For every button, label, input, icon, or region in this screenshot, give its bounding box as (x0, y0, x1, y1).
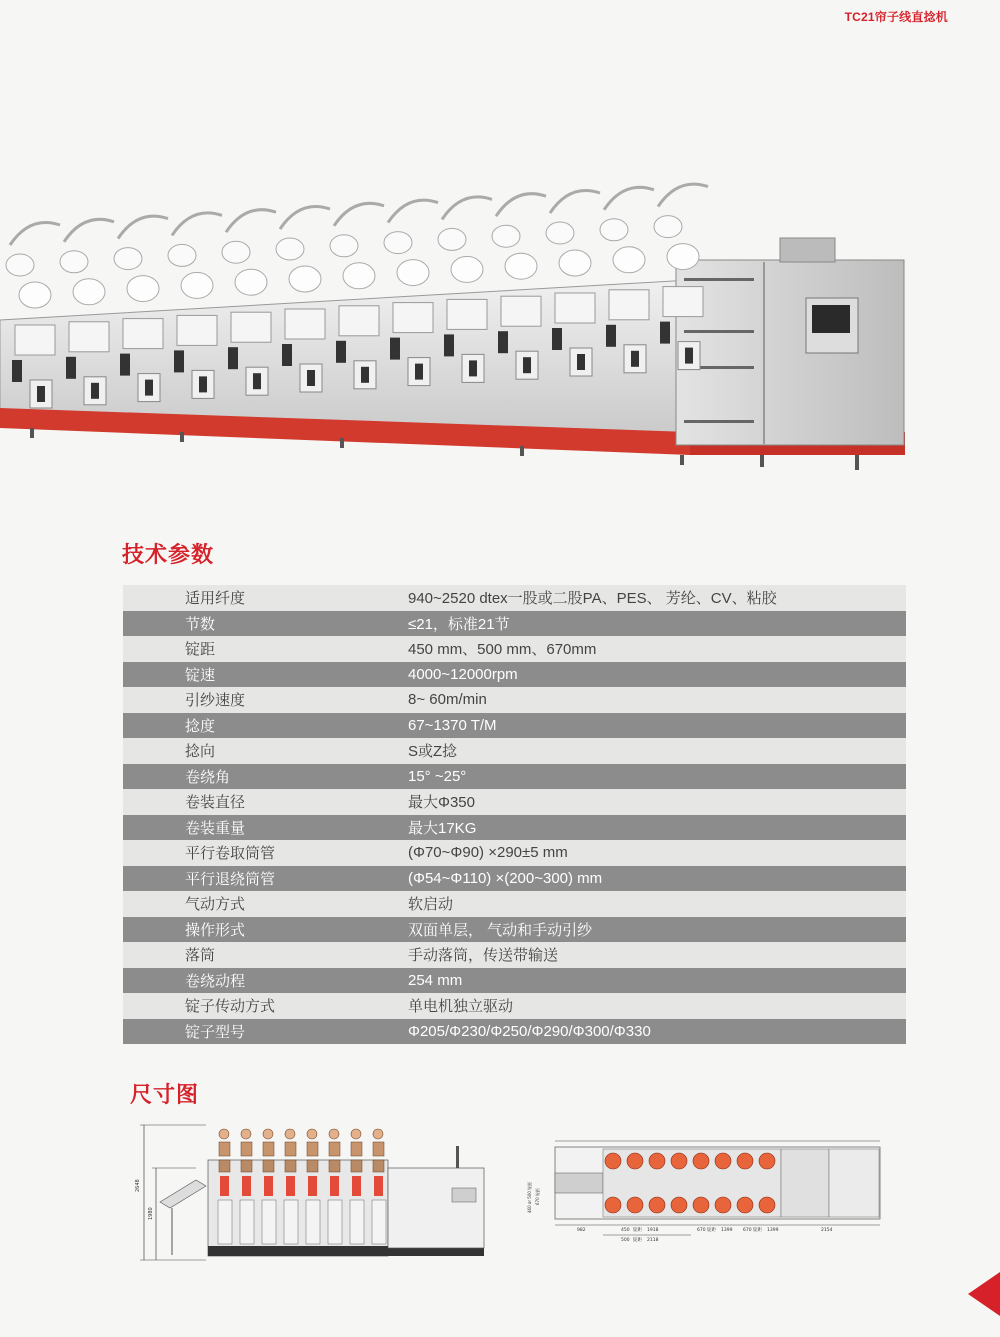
plan-spindle-dot (649, 1153, 665, 1169)
spec-value: 450 mm、500 mm、670mm (408, 641, 597, 659)
spec-value: 4000~12000rpm (408, 665, 518, 683)
dim-width-1399a: 1399 (721, 1228, 733, 1233)
spec-row (123, 662, 906, 688)
dim-width-1918: 1918 (647, 1228, 659, 1233)
dimension-section-title: 尺寸图 (130, 1083, 200, 1108)
dim-depth-2: 670 锭距 (535, 1188, 540, 1205)
spec-label: 锭距 (185, 640, 216, 659)
spec-label: 气动方式 (185, 895, 246, 914)
plan-spindle-dot (671, 1197, 687, 1213)
spec-label: 捻度 (185, 716, 216, 735)
dim-height-frame: 1980 (148, 1207, 154, 1220)
plan-spindle-dot (671, 1153, 687, 1169)
dim-depth-1: 460 or 500 锭距 (527, 1181, 532, 1213)
spec-row (123, 815, 906, 841)
plan-view-drawing (525, 1135, 885, 1245)
plan-spindle-dot (759, 1153, 775, 1169)
spec-value: 双面单层， 气动和手动引纱 (408, 921, 593, 939)
spec-label: 卷装重量 (185, 818, 246, 837)
spec-label: 卷绕动程 (185, 971, 246, 990)
spec-row (123, 840, 906, 866)
plan-spindle-dot (737, 1153, 753, 1169)
spec-row (123, 968, 906, 994)
spec-row (123, 993, 906, 1019)
spec-value: 单电机独立驱动 (408, 998, 514, 1016)
spec-label: 节数 (185, 614, 216, 633)
plan-spindle-dot (715, 1153, 731, 1169)
spec-table (123, 585, 906, 1044)
spec-row (123, 942, 906, 968)
spec-label: 平行退绕筒管 (185, 869, 276, 888)
plan-spindle-dot (693, 1153, 709, 1169)
dim-label-spacing-3: 锭距 (707, 1228, 716, 1233)
spec-label: 落筒 (185, 946, 216, 965)
spec-row (123, 713, 906, 739)
spec-row (123, 917, 906, 943)
dim-width-500: 500 (621, 1238, 630, 1243)
plan-spindle-dot (715, 1197, 731, 1213)
dim-width-670a: 670 (697, 1228, 706, 1233)
spec-value: 最大Φ350 (408, 794, 475, 812)
spec-label: 引纱速度 (185, 691, 246, 710)
spec-value: (Φ54~Φ110) ×(200~300) mm (408, 869, 603, 887)
spec-label: 平行卷取筒管 (185, 844, 276, 863)
machine-illustration (0, 170, 1000, 500)
plan-spindle-dot (737, 1197, 753, 1213)
spec-value: 940~2520 dtex一股或二股PA、PES、 芳纶、CV、粘胶 (408, 590, 777, 608)
plan-spindle-dot (649, 1197, 665, 1213)
dim-width-670b: 670 (743, 1228, 752, 1233)
spec-value: 15° ~25° (408, 767, 467, 785)
plan-spindle-dot (605, 1197, 621, 1213)
dim-label-spacing-2: 锭距 (633, 1238, 642, 1243)
spec-value: ≤21，标准21节 (408, 615, 510, 633)
spec-label: 操作形式 (185, 920, 246, 939)
spec-row (123, 687, 906, 713)
spec-value: 手动落筒，传送带输送 (408, 947, 559, 965)
spec-label: 锭子型号 (185, 1022, 246, 1041)
dim-height-overall: 2648 (135, 1179, 141, 1192)
prev-page-arrow-icon[interactable] (968, 1272, 1000, 1316)
spec-label: 锭子传动方式 (185, 997, 276, 1016)
spec-row (123, 891, 906, 917)
spec-value: (Φ70~Φ90) ×290±5 mm (408, 844, 568, 862)
spec-row (123, 789, 906, 815)
spec-label: 锭速 (185, 665, 216, 684)
plan-spindle-dot (759, 1197, 775, 1213)
side-elevation-drawing (136, 1120, 496, 1266)
spec-value: 最大17KG (408, 819, 477, 837)
dim-label-spacing-1: 锭距 (633, 1228, 642, 1233)
plan-spindle-dot (627, 1197, 643, 1213)
spec-value: 254 mm (408, 971, 463, 989)
spec-value: S或Z捻 (408, 743, 458, 761)
spec-row (123, 611, 906, 637)
spec-row (123, 738, 906, 764)
spec-row (123, 585, 906, 611)
spec-value: Φ205/Φ230/Φ250/Φ290/Φ300/Φ330 (408, 1022, 651, 1040)
dim-width-2118: 2118 (647, 1238, 659, 1243)
dim-width-450: 450 (621, 1228, 630, 1233)
dim-width-2154: 2154 (821, 1228, 833, 1233)
spec-label: 卷装直径 (185, 793, 246, 812)
spec-row (123, 1019, 906, 1045)
spec-section-title: 技术参数 (122, 543, 215, 568)
page-header-title: TC21帘子线直捻机 (844, 10, 948, 24)
spec-label: 卷绕角 (185, 767, 231, 786)
dim-width-982: 982 (577, 1228, 586, 1233)
spec-row (123, 764, 906, 790)
spec-label: 适用纤度 (185, 589, 246, 608)
spec-row (123, 636, 906, 662)
dim-width-1399b: 1399 (767, 1228, 779, 1233)
spec-label: 捻向 (185, 742, 216, 761)
dim-label-spacing-4: 锭距 (753, 1228, 762, 1233)
spec-value: 67~1370 T/M (408, 716, 497, 734)
plan-spindle-dot (605, 1153, 621, 1169)
spec-row (123, 866, 906, 892)
plan-spindle-dot (627, 1153, 643, 1169)
plan-spindle-dot (693, 1197, 709, 1213)
spec-value: 软启动 (408, 896, 454, 914)
spec-value: 8~ 60m/min (408, 691, 487, 709)
